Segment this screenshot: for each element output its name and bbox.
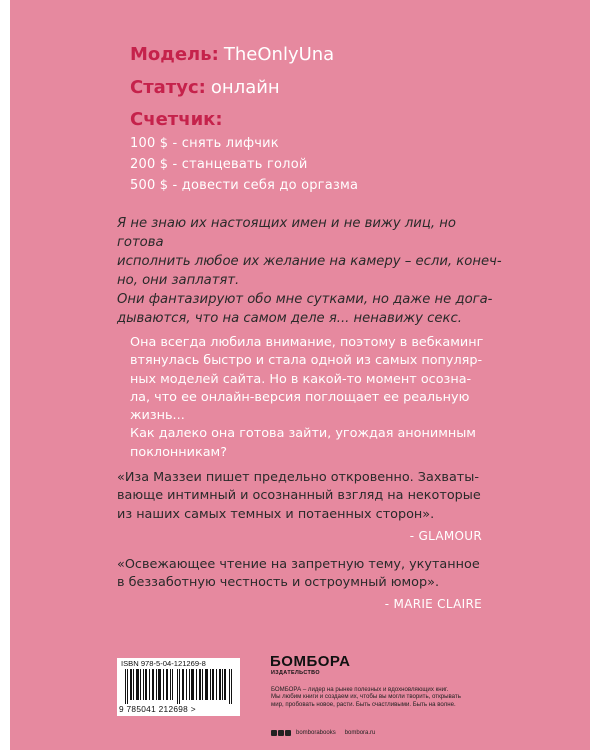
barcode-digits: 9 785041 212698 > — [119, 704, 196, 714]
description-line: ных моделей сайта. Но в какой-то момент осозна- — [130, 371, 472, 387]
teaser-line: Они фантазируют обо мне сутками, но даже не дога- — [117, 292, 493, 307]
counter-line — [130, 109, 223, 130]
teaser-line: исполнить любое их желание на камеру – если, конеч- — [117, 254, 502, 269]
instagram-icon — [285, 730, 291, 736]
teaser-line: дываются, что на самом деле я... ненавижу секс. — [117, 311, 462, 326]
status-line — [130, 77, 280, 98]
teaser-line: но, они заплатят. — [117, 273, 240, 288]
description-line: втянулась быстро и стала одной из самых популяр- — [130, 353, 483, 369]
quote-line: вающе интимный и осознанный взгляд на некоторые — [117, 488, 481, 504]
vk-icon — [278, 730, 284, 736]
facebook-icon — [271, 730, 277, 736]
publisher-text-line: БОМБОРА – лидер на рынке полезных и вдохновляющих книг. — [271, 686, 449, 693]
barcode-image — [125, 669, 233, 704]
teaser-line: Я не знаю их настоящих имен и не вижу лиц, но готова — [117, 216, 456, 250]
model-label: Модель: — [130, 44, 219, 65]
description-line: поклонникам? — [130, 444, 228, 460]
price-item: 200 $ - станцевать голой — [130, 157, 308, 172]
publisher-logo: БОМБОРА — [270, 653, 351, 670]
quote-line: «Иза Маззеи пишет предельно откровенно. Захваты- — [117, 470, 479, 485]
barcode-area — [117, 658, 240, 716]
model-line — [130, 44, 334, 65]
model-value: TheOnlyUna — [223, 44, 335, 65]
price-item: 500 $ - довести себя до оргазма — [130, 178, 359, 193]
isbn-text: ISBN 978-5-04-121269-8 — [121, 659, 206, 668]
description-line: ла, что ее онлайн-версия поглощает ее реальную — [130, 389, 470, 405]
publisher-text-line: мир, пробовать новое, расти. Быть счастливыми. Быть на волне. — [271, 700, 456, 708]
quote-marie-claire — [117, 556, 502, 593]
publisher-social — [271, 730, 375, 736]
quote-line: «Освежающее чтение на запретную тему, укутанное — [117, 557, 480, 572]
publisher-description — [271, 686, 511, 708]
description-line: Как далеко она готова зайти, угождая анонимным — [130, 426, 476, 442]
publisher-subtitle: ИЗДАТЕЛЬСТВО — [271, 670, 320, 676]
social-handle: bomborabooks — [296, 730, 336, 736]
quote-source: - GLAMOUR — [409, 529, 482, 543]
quote-line: из наших самых темных и потаенных сторон». — [117, 506, 435, 522]
description-line: жизнь... — [130, 408, 185, 424]
publisher-website: bombora.ru — [344, 730, 376, 736]
quote-glamour — [117, 469, 502, 524]
description-line: Она всегда любила внимание, поэтому в вебкаминг — [130, 335, 484, 350]
counter-label: Счетчик: — [130, 109, 223, 130]
publisher-text-line: Мы любим книги и создаем их, чтобы вы могли творить, открывать — [271, 693, 461, 701]
teaser-text — [117, 214, 502, 328]
book-back-cover — [10, 0, 590, 750]
quote-line: в беззаботную честность и остроумный юмор». — [117, 575, 440, 591]
quote-source: - MARIE CLAIRE — [384, 597, 482, 611]
status-label: Статус: — [130, 77, 206, 98]
price-item: 100 $ - снять лифчик — [130, 136, 279, 151]
description-text — [130, 334, 495, 462]
status-value: онлайн — [210, 77, 280, 98]
